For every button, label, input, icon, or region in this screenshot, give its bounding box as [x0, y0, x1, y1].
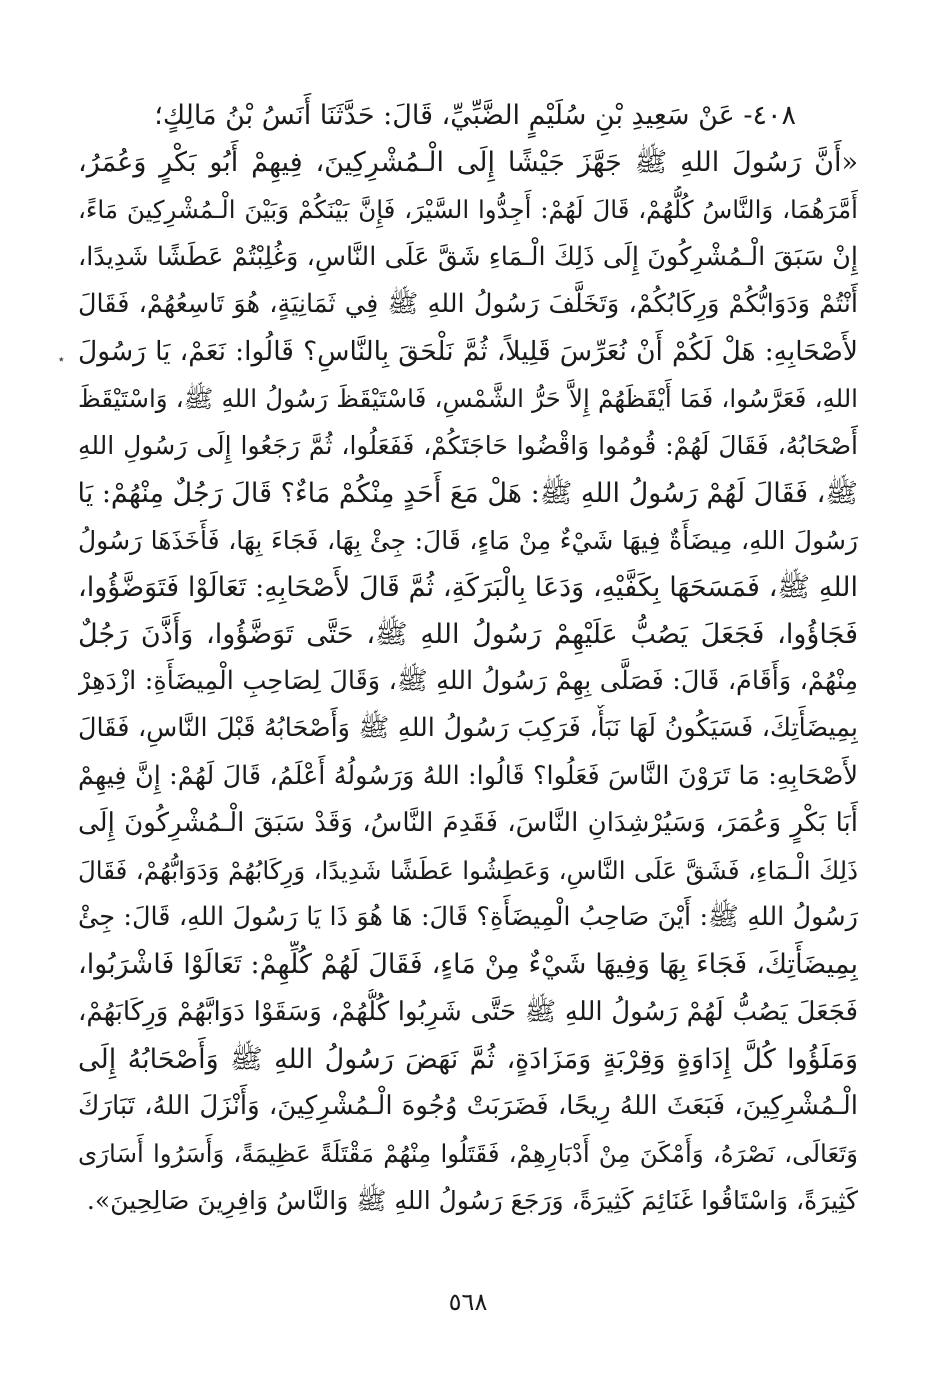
hadith-line: لأَصْحَابِهِ: مَا تَرَوْنَ النَّاسَ فَعَلُوا؟ قَالُوا: اللهُ وَرَسُولُهُ أَعْلَمُ، قَالَ لَهُمْ: إِنَّ فِيهِمْ	[78, 760, 858, 791]
hadith-line: رَسُولُ اللهِ ﷺ: أَيْنَ صَاحِبُ الْمِيضَأَةِ؟ قَالَ: هَا هُوَ ذَا يَا رَسُولَ اللهِ، قَالَ: جِئْ	[78, 902, 858, 933]
hadith-line: أَصْحَابُهُ، فَقَالَ لَهُمْ: قُومُوا وَاقْضُوا حَاجَتَكُمْ، فَفَعَلُوا، ثُمَّ رَجَعُوا إِلَى رَسُولِ اللهِ	[78, 431, 858, 461]
hadith-line: وَمَلَؤُوا كُلَّ إِدَاوَةٍ وَقِرْبَةٍ وَمَزَادَةٍ، ثُمَّ نَهَضَ رَسُولُ اللهِ ﷺ وَأَصْحَابُهُ إِلَى	[78, 1043, 858, 1075]
hadith-line: إِنْ سَبَقَ الْـمُشْرِكُونَ إِلَى ذَلِكَ الْـمَاءِ شَقَّ عَلَى النَّاسِ، وَغُلِبْتُمْ عَطَشًا شَدِيدًا،	[78, 241, 858, 272]
hadith-line: لأَصْحَابِهِ: هَلْ لَكُمْ أَنْ نُعَرِّسَ قَلِيلاً، ثُمَّ نَلْحَقَ بِالنَّاسِ؟ قَالُوا: نَعَمْ، يَا رَسُولَ	[78, 335, 858, 367]
hadith-line: اللهِ، فَعَرَّسُوا، فَمَا أَيْقَظَهُمْ إِلاَّ حَرُّ الشَّمْسِ، فَاسْتَيْقَظَ رَسُولُ اللهِ ﷺ، وَاسْتَيْقَظَ	[78, 384, 858, 414]
hadith-line: ذَلِكَ الْـمَاءِ، فَشَقَّ عَلَى النَّاسِ، وَعَطِشُوا عَطَشًا شَدِيدًا، وَرِكَابُهُمْ وَدَوَابُّهُمْ، فَقَالَ	[78, 856, 858, 885]
hadith-line: «أَنَّ رَسُولَ اللهِ ﷺ جَهَّزَ جَيْشًا إِلَى الْـمُشْرِكِينَ، فِيهِمْ أَبُو بَكْرٍ وَعُمَرُ،	[78, 147, 858, 179]
hadith-line: مِنْهُمْ، وَأَقَامَ، قَالَ: فَصَلَّى بِهِمْ رَسُولُ اللهِ ﷺ، وَقَالَ لِصَاحِبِ الْمِيضَأَةِ: ازْدَهِرْ	[78, 666, 858, 697]
hadith-line: رَسُولَ اللهِ، مِيضَأَةٌ فِيهَا شَيْءٌ مِنْ مَاءٍ، قَالَ: جِئْ بِهَا، فَجَاءَ بِهَا، فَأَخَذَهَا رَسُولُ	[78, 525, 858, 555]
hadith-line: أَمَّرَهُمَا، وَالنَّاسُ كُلُّهُمْ، قَالَ لَهُمْ: أَجِدُّوا السَّيْرَ، فَإِنَّ بَيْنَكُمْ وَبَيْنَ الْـمُشْرِكِينَ مَاءً،	[78, 195, 858, 225]
hadith-line: وَتَعَالَى، نَصْرَهُ، وَأَمْكَنَ مِنْ أَدْبَارِهِمْ، فَقَتَلُوا مِنْهُمْ مَقْتَلَةً عَظِيمَةً، وَأَسَرُوا أَسَارَى	[78, 1139, 858, 1169]
hadith-line: أَبَا بَكْرٍ وَعُمَرَ، وَسَيُرْشِدَانِ النَّاسَ، فَقَدِمَ النَّاسُ، وَقَدْ سَبَقَ الْـمُشْرِكُونَ إِلَى	[78, 807, 858, 838]
hadith-text-block	[78, 92, 858, 1225]
hadith-line: بِمِيضَأَتِكَ، فَجَاءَ بِهَا وَفِيهَا شَيْءٌ مِنْ مَاءٍ، فَقَالَ لَهُمْ كُلِّهِمْ: تَعَالَوْا فَاشْرَبُوا،	[78, 949, 858, 981]
hadith-line: أَنْتُمْ وَدَوَابُّكُمْ وَرِكَابُكُمْ، وَتَخَلَّفَ رَسُولُ اللهِ ﷺ فِي ثَمَانِيَةٍ، هُوَ تَاسِعُهُمْ، فَقَالَ	[78, 288, 858, 319]
margin-dot-mark: ٭	[58, 352, 65, 366]
page-number: ٥٦٨	[448, 1288, 488, 1316]
hadith-line: بِمِيضَأَتِكَ، فَسَيَكُونُ لَهَا نَبَأٌ، فَرَكِبَ رَسُولُ اللهِ ﷺ وَأَصْحَابُهُ قَبْلَ النَّاسِ، فَقَالَ	[78, 713, 858, 744]
hadith-line: فَجَعَلَ يَصُبُّ لَهُمْ رَسُولُ اللهِ ﷺ حَتَّى شَرِبُوا كُلُّهُمْ، وَسَقَوْا دَوَابَّهُمْ وَرِكَابَهُمْ،	[78, 996, 858, 1027]
hadith-line: الْـمُشْرِكِينَ، فَبَعَثَ اللهُ رِيحًا، فَضَرَبَتْ وُجُوهَ الْـمُشْرِكِينَ، وَأَنْزَلَ اللهُ، تَبَارَكَ	[78, 1090, 858, 1121]
hadith-line: كَثِيرَةً، وَاسْتَاقُوا غَنَائِمَ كَثِيرَةً، وَرَجَعَ رَسُولُ اللهِ ﷺ وَالنَّاسُ وَافِرِينَ صَالِحِينَ».	[86, 1186, 858, 1216]
hadith-line: فَجَاؤُوا، فَجَعَلَ يَصُبُّ عَلَيْهِمْ رَسُولُ اللهِ ﷺ، حَتَّى تَوَضَّؤُوا، وَأَذَّنَ رَجُلٌ	[78, 619, 858, 651]
hadith-line: ﷺ، فَقَالَ لَهُمْ رَسُولُ اللهِ ﷺ: هَلْ مَعَ أَحَدٍ مِنْكُمْ مَاءٌ؟ قَالَ رَجُلٌ مِنْهُمْ: يَا	[78, 477, 858, 509]
hadith-line: اللهِ ﷺ، فَمَسَحَهَا بِكَفَّيْهِ، وَدَعَا بِالْبَرَكَةِ، ثُمَّ قَالَ لأَصْحَابِهِ: تَعَالَوْا فَتَوَضَّؤُوا،	[78, 571, 858, 603]
hadith-line: ٤٠٨- عَنْ سَعِيدِ بْنِ سُلَيْمٍ الضَّبِّيِّ، قَالَ: حَدَّثَنَا أَنَسُ بْنُ مَالِكٍ؛	[154, 100, 796, 131]
